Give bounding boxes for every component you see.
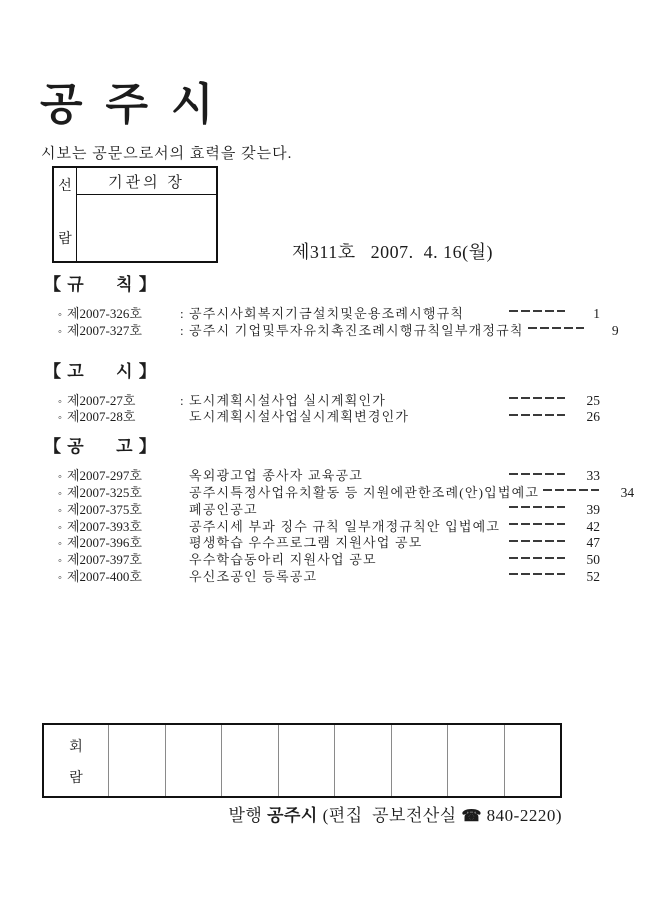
toc-row [58,406,600,423]
toc-row-number-text: 제2007-326호 [67,306,142,321]
toc-row-page-number: 42 [586,518,600,534]
bullet-icon: ◦ [58,325,62,338]
toc-row-separator: : [180,392,184,408]
toc-row-title: 평생학습 우수프로그램 지원사업 공모 [189,535,423,551]
toc-row [58,303,600,320]
toc-row-number [58,566,180,585]
toc-row-page-number: 47 [586,535,600,551]
toc-row-number [58,406,180,425]
toc-section [44,432,635,584]
approval-side-char-seon: 선 [58,179,72,194]
toc-row-title: 옥외광고업 종사자 교육공고 [189,468,363,484]
toc-row-number-text: 제2007-27호 [67,392,136,408]
issue-number-date: 제311호 2007. 4. 16(월) [292,242,493,262]
bullet-icon: ◦ [58,571,62,584]
circulation-cell [447,725,504,796]
toc-row-number-text: 제2007-396호 [67,535,142,551]
toc-row-page-number: 26 [586,409,600,425]
toc-row-number-text: 제2007-325호 [67,484,142,500]
bullet-icon: ◦ [58,538,62,551]
bullet-icon: ◦ [58,504,62,517]
toc-row-number-text: 제2007-397호 [67,552,142,568]
toc-row [58,465,600,482]
bullet-icon: ◦ [58,395,62,408]
toc-row-page-number: 1 [593,306,600,321]
toc-row-page-number: 34 [620,484,635,500]
toc-row [58,482,635,500]
circulation-cell [165,725,222,796]
approval-side-char-ram: 람 [58,232,72,247]
editor-note: (편집 공보전산실 [317,806,462,825]
toc-row-title: 공주시 기업및투자유치촉진조례시행규칙일부개정규칙 [189,322,524,338]
toc-row-number-text: 제2007-28호 [67,409,136,425]
toc-row-number [58,320,180,339]
phone-number: 840-2220) [481,806,562,825]
toc-section [44,270,619,338]
toc-row-number-text: 제2007-393호 [67,518,142,534]
toc-section [44,357,600,425]
bullet-icon: ◦ [58,487,62,500]
circulation-box [42,723,562,798]
circulation-cell [108,725,165,796]
circulation-label-char-ram: 람 [69,771,83,786]
page-title: 공 주 시 [40,80,220,129]
toc-row-number-text: 제2007-327호 [67,322,142,338]
circulation-label-char-hoe: 회 [69,740,83,755]
dash-leader [509,573,565,575]
approval-signature-area [77,195,216,261]
approval-header: 기관의 장 [77,168,216,195]
toc-row-title: 폐공인공고 [189,501,258,517]
section-header: 【 규 칙 】 [44,275,157,294]
toc-row-page-number: 39 [586,501,600,517]
toc-row [58,320,619,338]
toc-sections [44,270,635,603]
bullet-icon: ◦ [58,471,62,484]
toc-row [58,566,600,583]
publisher-line [42,801,562,826]
toc-row [58,390,600,407]
toc-row-number-text: 제2007-297호 [67,468,142,484]
dash-leader [509,310,565,312]
toc-row-separator: : [180,306,184,321]
toc-row-separator: : [180,322,184,338]
toc-row-title: 공주시사회복지기금설치및운용조례시행규칙 [189,306,465,321]
dash-leader [509,414,565,416]
gazette-effect-note: 시보는 공문으로서의 효력을 갖는다. [41,146,293,162]
approval-side-label [54,168,77,261]
toc-row-page-number: 25 [586,392,600,408]
toc-row-page-number: 50 [586,552,600,568]
toc-row-page-number: 52 [586,568,600,584]
toc-row-title: 공주시세 부과 징수 규칙 일부개정규칙안 입법예고 [189,518,501,534]
approval-box [52,166,218,263]
phone-icon: ☎ [461,808,482,825]
toc-row-title: 우수학습동아리 지원사업 공모 [189,552,377,568]
bullet-icon: ◦ [58,412,62,425]
section-header: 【 고 시 】 [44,361,157,381]
toc-row [58,499,600,516]
toc-row [58,516,600,533]
toc-row [58,532,600,549]
toc-row-title: 공주시특정사업유치활동 등 지원에관한조례(안)입법예고 [189,484,540,500]
dash-leader [509,397,565,399]
bullet-icon: ◦ [58,309,62,321]
dash-leader [528,327,584,329]
bullet-icon: ◦ [58,555,62,568]
toc-row-title: 도시계획시설사업실시계획변경인가 [189,409,410,425]
approval-main [77,168,216,261]
dash-leader [509,473,565,475]
dash-leader [509,506,565,508]
circulation-cell [221,725,278,796]
toc-row [58,549,600,566]
dash-leader [543,489,599,491]
toc-row-number-text: 제2007-375호 [67,501,142,517]
circulation-cell [391,725,448,796]
publish-label: 발행 [228,806,268,825]
toc-row-title: 도시계획시설사업 실시계획인가 [189,392,387,408]
dash-leader [509,523,565,525]
circulation-cell [278,725,335,796]
circulation-cell [334,725,391,796]
toc-row-number-text: 제2007-400호 [67,568,142,584]
section-header: 【 공 고 】 [44,437,157,457]
dash-leader [509,540,565,542]
dash-leader [509,557,565,559]
publisher-name: 공주시 [267,806,318,825]
toc-row-page-number: 9 [611,322,619,338]
toc-row-page-number: 33 [586,468,600,484]
toc-row-title: 우신조공인 등록공고 [189,568,318,584]
bullet-icon: ◦ [58,521,62,534]
circulation-label [44,725,108,796]
circulation-cell [504,725,561,796]
